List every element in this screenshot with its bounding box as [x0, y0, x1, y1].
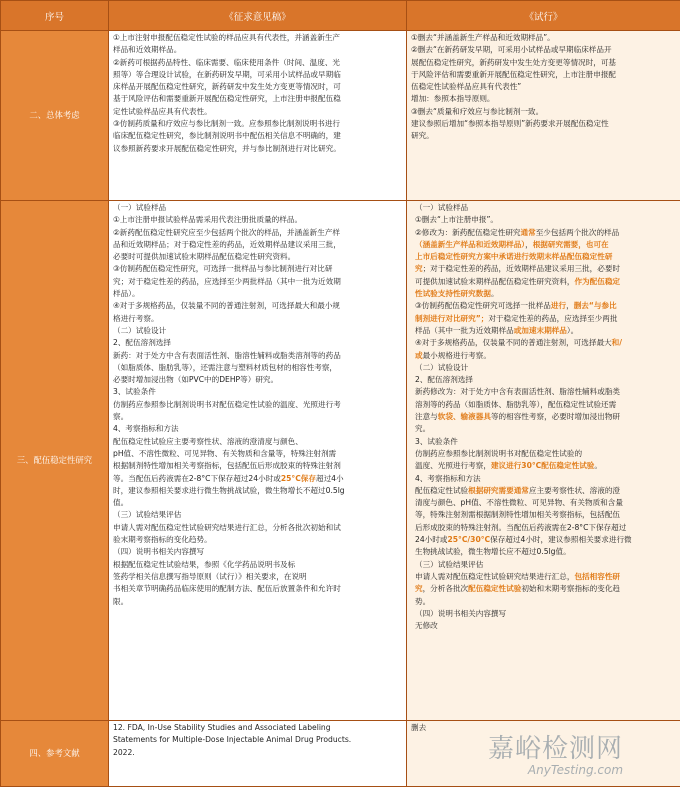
text-line: [415, 411, 678, 423]
text-line: [113, 300, 404, 312]
text-segment: 12. FDA, In-Use Stability Studies and Associated Labeling: [113, 723, 331, 732]
text-line: [411, 118, 678, 130]
text-segment: 根据配伍稳定性试验结果，参照《化学药品说明书及标: [113, 559, 296, 569]
text-line: [113, 118, 404, 130]
text-segment: 仿制药应参照参比制剂说明书对配伍稳定性试验的: [415, 448, 583, 458]
header-final: 《试行》: [407, 1, 680, 31]
text-segment: 对于稳定性差的药品，应选择至少两批: [488, 313, 618, 323]
text-line: [415, 546, 678, 558]
text-segment: 床样品开展配伍稳定性研究，新药研发中发生处方变更等情况时，可: [113, 82, 341, 92]
draft-cell: [109, 201, 407, 721]
text-segment: 样品（其中一批为近效期样品: [415, 325, 514, 335]
text-line: [415, 374, 678, 386]
text-line: [113, 522, 404, 534]
text-line: [113, 57, 404, 69]
text-line: [415, 300, 678, 312]
text-line: [113, 325, 404, 337]
text-line: [415, 202, 678, 214]
text-line: [113, 734, 404, 746]
text-segment: 申请人需对配伍稳定性试验研究结果进行汇总，分析各批次初始和试: [113, 522, 341, 532]
text-line: [415, 337, 678, 349]
text-segment: 温度、光照进行考察，: [415, 461, 491, 471]
text-segment: 临床配伍稳定性研究，参比制剂说明书中配伍相关信息不明确的，建: [113, 131, 341, 141]
text-line: [113, 411, 404, 423]
text-segment: 最小规格进行考察。: [422, 350, 491, 360]
draft-cell: [109, 721, 407, 787]
text-segment: （四）说明书相关内容撰写: [113, 547, 205, 557]
text-line: [113, 251, 404, 263]
text-segment: 新药：对于处方中含有表面活性剂、脂溶性辅料或脂类溶剂等的药品: [113, 350, 341, 360]
text-segment: 配伍稳定性试验: [415, 485, 469, 495]
text-segment: （二）试验设计: [113, 325, 167, 335]
header-draft: 《征求意见稿》: [109, 1, 407, 31]
highlighted-change: 建议进行30°C配伍稳定性试验: [490, 461, 595, 471]
text-line: [113, 130, 404, 142]
text-line: [113, 460, 404, 472]
text-segment: 样品和近效期样品。: [113, 45, 182, 55]
text-line: [113, 583, 404, 595]
text-segment: ③删去“质量和疗效应与参比制剂一致。: [411, 106, 544, 116]
text-segment: ，: [525, 239, 533, 249]
text-segment: 新药修改为：对于处方中含有表面活性剂、脂溶性辅料或脂类: [415, 387, 621, 397]
text-line: [113, 747, 404, 759]
text-segment: ；对于稳定性差的药品，近效期样品建议采用三批，必要时: [422, 264, 621, 274]
text-line: [411, 32, 678, 44]
text-line: [113, 288, 404, 300]
text-line: [113, 509, 404, 521]
text-segment: 时，建议参照相关要求进行微生物挑战试验，微生物增长不超过0.5lg: [113, 485, 345, 495]
text-line: [415, 239, 678, 251]
text-line: [113, 448, 404, 460]
text-line: [113, 93, 404, 105]
text-segment: 仿制药应参照参比制剂说明书对配伍稳定性试验的温度、光照进行考: [113, 399, 341, 409]
text-segment: 议参照新药要求开展配伍稳定性研究，并与参比制剂进行对比研究。: [113, 143, 341, 153]
text-segment: 基于风险评估和需要重新开展配伍稳定性研究，上市注册申报配伍稳: [113, 94, 341, 104]
text-segment: ①删去“上市注册申报”。: [415, 215, 499, 225]
text-line: [415, 522, 678, 534]
text-line: [113, 106, 404, 118]
highlighted-change: 究: [415, 584, 423, 594]
final-cell: [407, 201, 680, 721]
text-line: [415, 399, 678, 411]
text-segment: ②修改为：新药配伍稳定性研究: [415, 227, 521, 237]
highlighted-change: 根据研究需要通常: [468, 485, 529, 495]
text-segment: 2、配伍溶剂选择: [415, 375, 473, 385]
text-line: [415, 596, 678, 608]
text-segment: ③仿制药配伍稳定性研究，可选择一批样品与参比制剂进行对比研: [113, 264, 333, 274]
text-line: [415, 534, 678, 546]
text-line: [113, 559, 404, 571]
header-serial: 序号: [1, 1, 109, 31]
text-line: [113, 386, 404, 398]
text-line: [113, 214, 404, 226]
text-line: [411, 130, 678, 142]
text-line: [415, 436, 678, 448]
highlighted-change: 制剂进行对比研究”；: [415, 313, 489, 323]
text-segment: 初始和末期考察指标的变化趋: [521, 584, 621, 594]
text-line: [415, 448, 678, 460]
text-segment: 究。: [415, 424, 431, 434]
text-line: [113, 374, 404, 386]
text-segment: 后形成胶束的特殊注射剂。当配伍后药液需在2-8°C下保存超过: [415, 522, 627, 532]
text-line: [415, 460, 678, 472]
highlighted-change: 删去“与参比: [573, 301, 617, 311]
text-line: [411, 81, 678, 93]
table-header-row: [1, 1, 680, 31]
highlighted-change: 25°C保存: [280, 473, 316, 483]
text-line: [113, 276, 404, 288]
text-segment: 超过4小: [315, 473, 344, 483]
highlighted-change: 作为配伍稳定: [574, 276, 621, 286]
text-segment: （二）试验设计: [415, 362, 469, 372]
highlighted-change: 进行: [550, 301, 567, 311]
text-segment: 增加：参照本指导原则。: [411, 94, 495, 104]
text-line: [113, 571, 404, 583]
text-segment: ①上市注册申报试验样品需采用代表注册批质量的样品。: [113, 215, 303, 225]
text-segment: 至少包括两个批次的样品: [535, 227, 620, 237]
text-segment: 24小时或: [415, 535, 448, 545]
text-segment: ④对于多规格药品，仅装量不同的普通注射剂，可选择最大: [415, 338, 612, 348]
text-line: [415, 386, 678, 398]
text-segment: ②删去“在新药研发早期，可采用小试样品或早期临床样品开: [411, 45, 612, 55]
text-line: [415, 350, 678, 362]
text-segment: 注意与: [415, 412, 438, 422]
text-line: [411, 106, 678, 118]
text-line: [113, 337, 404, 349]
text-line: [415, 325, 678, 337]
text-segment: 可提供加速试验末期样品配伍稳定性研究资料，: [415, 276, 575, 286]
text-segment: 格进行考察。: [113, 313, 159, 323]
text-line: [113, 263, 404, 275]
highlighted-change: 究: [415, 264, 423, 274]
text-segment: （如脂质体、脂肪乳等），还需注意与塑料材质包材的相容性考察，: [113, 362, 338, 372]
text-line: [113, 423, 404, 435]
text-line: [113, 350, 404, 362]
text-line: [415, 214, 678, 226]
text-segment: 照等）等合理设计试验，在新药研发早期，可采用小试样品或早期临: [113, 69, 341, 79]
text-segment: ④对于多规格药品，仅装量不同的普通注射剂，可选择最大和最小规: [113, 301, 341, 311]
row-label: 三、配伍稳定性研究: [1, 201, 109, 721]
text-segment: 生物挑战试验，微生物增长应不超过0.5lg值。: [415, 547, 571, 557]
highlighted-change: 性试验支持性研究数据: [415, 289, 491, 299]
text-line: [113, 143, 404, 155]
highlighted-change: 和/: [611, 338, 623, 348]
text-segment: 定性试验样品应具有代表性。: [113, 106, 212, 116]
text-segment: ②新药配伍稳定性研究应至少包括两个批次的样品，并涵盖新生产样: [113, 227, 341, 237]
draft-cell: [109, 31, 407, 201]
text-segment: 申请人需对配伍稳定性试验研究结果进行汇总，: [415, 571, 575, 581]
text-line: [415, 571, 678, 583]
text-line: [113, 473, 404, 485]
text-segment: 根据制剂特性增加相关考察指标，包括配伍后形成胶束的特殊注射剂: [113, 461, 341, 471]
text-segment: pH值、不溶性微粒、可见异物、有关物质和含量等，特殊注射剂需: [113, 448, 337, 458]
text-line: [113, 485, 404, 497]
text-segment: 3、试验条件: [113, 387, 156, 397]
text-line: [415, 620, 678, 632]
text-segment: （一）试验样品: [113, 203, 167, 212]
text-segment: 签药学相关信息撰写指导原则（试行）》相关要求，在说明: [113, 571, 307, 581]
highlighted-change: 包括相容性研: [574, 571, 621, 581]
text-line: [415, 423, 678, 435]
text-segment: Statements for Multiple-Dose Injectable Animal Drug Products.: [113, 735, 352, 745]
text-line: [415, 276, 678, 288]
table-row: [1, 31, 680, 201]
text-segment: 等。当配伍后药液需在2-8°C下保存超过24小时或: [113, 473, 281, 483]
text-segment: （三）试验结果评估: [415, 559, 484, 569]
watermark: [488, 728, 623, 777]
text-segment: 必要时增加浸出物（如PVC中的DEHP等）研究。: [113, 375, 279, 385]
text-line: [411, 44, 678, 56]
text-segment: 于风险评估和需要重新开展配伍稳定性研究，上市注册申报配: [411, 69, 617, 79]
highlighted-change: 配伍稳定性试验: [468, 584, 522, 594]
text-segment: 等的相容性考察，必要时增加浸出物研: [490, 412, 621, 422]
text-segment: ，: [566, 301, 574, 311]
text-line: [415, 313, 678, 325]
text-line: [415, 288, 678, 300]
text-segment: 保存超过4小时，建议参照相关要求进行微: [490, 535, 632, 545]
highlighted-change: 上市后稳定性研究方案中承诺进行效期末样品配伍稳定性研: [415, 252, 613, 262]
text-line: [113, 313, 404, 325]
text-line: [415, 497, 678, 509]
text-segment: 无修改: [415, 621, 438, 631]
text-line: [415, 559, 678, 571]
table-row: [1, 201, 680, 721]
text-segment: 限。: [113, 596, 129, 606]
highlighted-change: 根据研究需要，也可在: [532, 239, 609, 249]
text-line: [415, 473, 678, 485]
text-line: [113, 227, 404, 239]
text-line: [411, 57, 678, 69]
highlighted-change: 通常: [520, 227, 536, 237]
text-segment: 4、考察指标和方法: [113, 424, 179, 434]
text-segment: 3、试验条件: [415, 436, 458, 446]
text-segment: ①删去“并涵盖新生产样品和近效期样品”。: [411, 33, 555, 42]
text-segment: ）。: [566, 325, 579, 335]
text-line: [415, 608, 678, 620]
text-segment: 样品）。: [113, 289, 140, 299]
text-line: [411, 93, 678, 105]
text-line: [415, 227, 678, 239]
row-label: 二、总体考虑: [1, 31, 109, 201]
text-segment: 2022.: [113, 747, 135, 757]
text-line: [113, 69, 404, 81]
text-segment: 品和近效期样品；对于稳定性差的药品，近效期样品建议采用三批，: [113, 239, 341, 249]
text-line: [113, 239, 404, 251]
text-line: [113, 596, 404, 608]
text-line: [113, 399, 404, 411]
text-line: [415, 583, 678, 595]
text-line: [113, 546, 404, 558]
text-segment: ②新药可根据药品特性、临床需要、临床使用条件（时间、温度、光: [113, 57, 341, 67]
text-segment: 2、配伍溶剂选择: [113, 338, 171, 348]
row-label: 四、参考文献: [1, 721, 109, 787]
text-line: [113, 44, 404, 56]
text-line: [415, 251, 678, 263]
text-segment: ③仿制药配伍稳定性研究可选择一批样品: [415, 301, 551, 311]
highlighted-change: （涵盖新生产样品和近效期样品）: [415, 239, 526, 249]
final-cell: [407, 31, 680, 201]
text-line: [415, 263, 678, 275]
text-segment: 删去: [411, 723, 427, 732]
text-line: [415, 509, 678, 521]
text-line: [113, 534, 404, 546]
text-segment: 配伍稳定性试验应主要考察性状、溶液的澄清度与颜色、: [113, 436, 303, 446]
text-line: [411, 69, 678, 81]
text-segment: （四）说明书相关内容撰写: [415, 608, 507, 618]
text-segment: 伍稳定性试验样品应具有代表性”: [411, 82, 522, 92]
text-line: [113, 202, 404, 214]
text-segment: 书相关章节明确药品临床使用的配制方法、配伍后放置条件和允许时: [113, 584, 341, 594]
text-segment: 研究。: [411, 131, 434, 141]
text-segment: 验末期考察指标的变化趋势。: [113, 535, 212, 545]
text-line: [113, 722, 404, 734]
text-segment: ①上市注射申报配伍稳定性试验的样品应具有代表性，并涵盖新生产: [113, 33, 341, 42]
text-line: [415, 485, 678, 497]
text-line: [113, 32, 404, 44]
text-segment: 应主要考察性状、溶液的澄: [528, 485, 621, 495]
text-segment: （三）试验结果评估: [113, 510, 182, 520]
text-segment: 值。: [113, 498, 129, 508]
text-segment: 建议参照后增加“参照本指导原则”新药要求开展配伍稳定性: [411, 119, 609, 129]
text-segment: 4、考察指标和方法: [415, 473, 481, 483]
text-segment: ，分析各批次: [422, 584, 469, 594]
text-line: [415, 362, 678, 374]
highlighted-change: 或加速末期样品: [513, 325, 567, 335]
text-segment: 等，特殊注射剂需根据制剂特性增加相关考察指标，包括配伍: [415, 510, 621, 520]
text-segment: 展配伍稳定性研究，新药研发中发生处方变更等情况时，可基: [411, 57, 617, 67]
text-segment: 势。: [415, 596, 431, 606]
highlighted-change: 软袋、输液器具: [437, 412, 491, 422]
text-line: [113, 497, 404, 509]
text-segment: 。: [594, 461, 602, 471]
watermark-url: AnyTesting.com: [527, 763, 624, 777]
text-line: [113, 81, 404, 93]
text-segment: 究；对于稳定性差的药品，应选择至少两批样品（其中一批为近效期: [113, 276, 341, 286]
highlighted-change: 25°C/30°C: [447, 535, 491, 545]
text-segment: 清度与颜色、pH值、不溶性微粒、可见异物、有关物质和含量: [415, 498, 623, 508]
highlighted-change: 或: [415, 350, 423, 360]
text-line: [113, 362, 404, 374]
text-segment: （一）试验样品: [415, 203, 469, 212]
text-segment: ③仿制药质量和疗效应与参比制剂一致。应参照参比制剂说明书进行: [113, 119, 341, 129]
watermark-text: 嘉峪检测网: [488, 734, 624, 764]
text-segment: 必要时可提供加速试验末期样品配伍稳定性研究资料。: [113, 252, 296, 262]
text-segment: 察。: [113, 412, 129, 422]
text-segment: 。: [490, 289, 499, 299]
text-line: [113, 436, 404, 448]
text-segment: 溶剂等的药品（如脂质体、脂肪乳等），配伍稳定性试验还需: [415, 399, 617, 409]
